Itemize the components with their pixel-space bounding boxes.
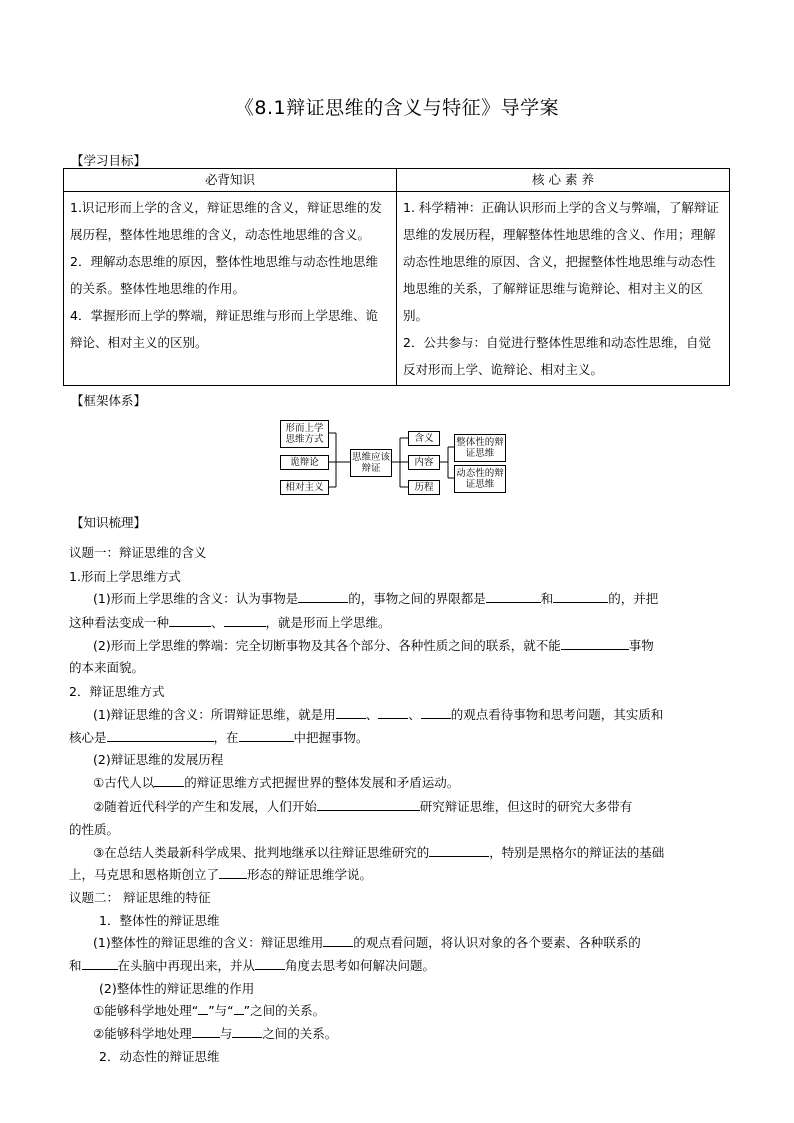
page-title: 《8.1辩证思维的含义与特征》导学案 [234, 97, 560, 119]
framework-node-relativism: 相对主义 [280, 480, 329, 495]
goals-col1-item: 1.识记形而上学的含义，辩证思维的含义，辩证思维的发展历程，整体性地思维的含义，动态性地思维的含义。 [70, 200, 382, 242]
s2-p2-item2-line2: 的性质。 [69, 822, 120, 837]
goals-table [63, 168, 730, 386]
framework-node-sophistry: 诡辩论 [280, 455, 329, 470]
goals-col1-header: 必背知识 [64, 169, 397, 192]
goals-heading: 【学习目标】 [71, 153, 147, 168]
s2-p2-item1: ①古代人以 的辩证思维方式把握世界的整体发展和矛盾运动。 [93, 775, 460, 790]
t2-section2-heading: 2．动态性的辩证思维 [99, 1049, 220, 1064]
goals-col1-item: 2．理解动态思维的原因，整体性地思维与动态性地思维的关系。整体性地思维的作用。 [70, 254, 378, 296]
framework-node-metaphysics: 形而上学思维方式 [280, 420, 329, 448]
s2-p1-line1: (1)辩证思维的含义：所谓辩证思维，就是用 、 、 的观点看待事物和思考问题，其实质和 [93, 707, 664, 722]
s1-p1-line1: (1)形而上学思维的含义：认为事物是 的，事物之间的界限都是 和 的，并把 [93, 591, 659, 606]
s2-p2-item3-line1: ③在总结人类最新科学成果、批判地继承以往辩证思维研究的 ，特别是黑格尔的辩证法的基础 [93, 845, 665, 860]
topic1-heading: 议题一：辩证思维的含义 [69, 545, 207, 560]
section1-heading: 1.形而上学思维方式 [69, 569, 181, 584]
goals-col2-item: 2．公共参与：自觉进行整体性思维和动态性思维，自觉反对形而上学、诡辩论、相对主义。 [403, 335, 711, 377]
s1-p1-line2: 这种看法变成一种 、 ，就是形而上学思维。 [69, 615, 391, 630]
s2-p1-line2: 核心是 ，在 中把握事物。 [69, 730, 369, 745]
goals-col1-item: 4．掌握形而上学的弊端，辩证思维与形而上学思维、诡辩论、相对主义的区别。 [70, 308, 378, 350]
t2-p2-item1: ①能够科学地处理“ ”与“ ”之间的关系。 [93, 1003, 326, 1018]
s1-p2-line2: 的本来面貌。 [69, 660, 145, 675]
framework-node-meaning: 含义 [408, 431, 440, 446]
framework-node-dynamic: 动态性的辩证思维 [454, 465, 506, 493]
s1-p2-line1: (2)形而上学思维的弊端：完全切断事物及其各个部分、各种性质之间的联系，就不能 事物 [93, 638, 654, 653]
t2-p2-item2: ②能够科学地处理 与 之间的关系。 [93, 1026, 338, 1041]
t2-p1-line1: (1)整体性的辩证思维的含义：辩证思维用 的观点看问题，将认识对象的各个要素、各种联系的 [93, 935, 641, 950]
s2-p2-item3-line2: 上，马克思和恩格斯创立了 形态的辩证思维学说。 [69, 867, 373, 882]
t2-section1-heading: 1．整体性的辩证思维 [99, 913, 220, 928]
goals-col2-header: 核 心 素 养 [397, 169, 730, 192]
t2-p2-heading: (2)整体性的辩证思维的作用 [99, 981, 255, 996]
framework-node-center: 思维应该辩证 [350, 449, 392, 477]
topic2-heading: 议题二： 辩证思维的特征 [69, 890, 211, 905]
framework-node-history: 历程 [408, 480, 440, 495]
framework-heading: 【框架体系】 [71, 393, 147, 408]
framework-node-holistic: 整体性的辩证思维 [454, 434, 506, 462]
section2-heading: 2．辩证思维方式 [69, 684, 165, 699]
goals-col2-item: 1. 科学精神：正确认识形而上学的含义与弊端，了解辩证思维的发展历程，理解整体性地思维的含义、作用；理解动态性地思维的原因、含义，把握整体性地思维与动态性地思维的关系，了解辩证思维与诡辩论、相对主义的区别。 [403, 200, 719, 323]
knowledge-heading: 【知识梳理】 [71, 515, 147, 530]
s2-p2-item2-line1: ②随着近代科学的产生和发展，人们开始 研究辩证思维，但这时的研究大多带有 [93, 799, 633, 814]
s2-p2-heading: (2)辩证思维的发展历程 [93, 752, 224, 767]
goals-col2-cell [397, 192, 730, 386]
t2-p1-line2: 和 在头脑中再现出来，并从 角度去思考如何解决问题。 [69, 958, 436, 973]
framework-node-content: 内容 [408, 455, 440, 470]
goals-col1-cell [64, 192, 397, 386]
